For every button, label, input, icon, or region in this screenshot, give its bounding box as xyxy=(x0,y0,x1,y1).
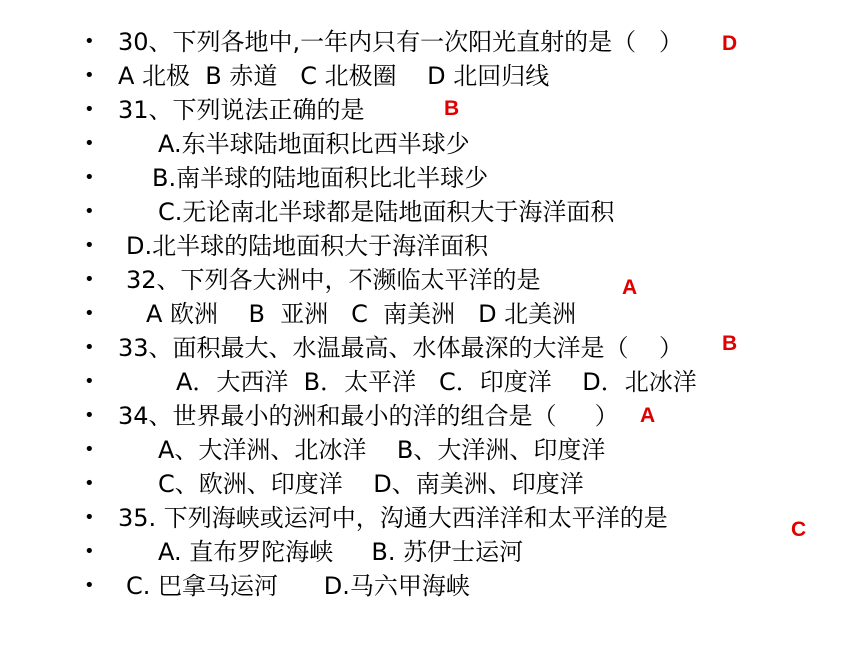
list-item xyxy=(0,535,860,569)
question-31-text: 31、下列说法正确的是 xyxy=(118,96,365,124)
answer-q30: D xyxy=(722,32,738,55)
bullet: • xyxy=(84,99,95,120)
list-item xyxy=(0,569,860,603)
list-item xyxy=(0,59,860,93)
bullet: • xyxy=(84,201,95,222)
list-item xyxy=(0,161,860,195)
answer-q31: B xyxy=(444,97,460,120)
bullet: • xyxy=(84,337,95,358)
question-35-text: 35. 下列海峡或运河中，沟通大西洋洋和太平洋的是 xyxy=(118,504,668,532)
question-35-options-cd: C. 巴拿马运河 D.马六甲海峡 xyxy=(126,572,470,600)
answer-q32: A xyxy=(622,276,638,299)
bullet: • xyxy=(84,439,95,460)
question-31-option-b: B.南半球的陆地面积比北半球少 xyxy=(152,164,489,192)
question-35-options-ab: A. 直布罗陀海峡 B. 苏伊士运河 xyxy=(158,538,524,566)
list-item xyxy=(0,229,860,263)
question-30-text: 30、下列各地中,一年内只有一次阳光直射的是（ ） xyxy=(118,28,684,56)
list-item xyxy=(0,365,860,399)
question-33-text: 33、面积最大、水温最高、水体最深的大洋是（ ） xyxy=(118,334,684,362)
list-item xyxy=(0,467,860,501)
list-item xyxy=(0,195,860,229)
bullet: • xyxy=(84,541,95,562)
bullet: • xyxy=(84,133,95,154)
bullet: • xyxy=(84,405,95,426)
list-item xyxy=(0,399,860,433)
bullet: • xyxy=(84,507,95,528)
list-item xyxy=(0,93,860,127)
question-31-option-d: D.北半球的陆地面积大于海洋面积 xyxy=(126,232,489,260)
question-33-options: A．大西洋 B．太平洋 C．印度洋 D．北冰洋 xyxy=(176,368,697,396)
question-30-options: A 北极 B 赤道 C 北极圈 D 北回归线 xyxy=(118,62,550,90)
question-31-option-a: A.东半球陆地面积比西半球少 xyxy=(158,130,470,158)
question-32-options: A 欧洲 B 亚洲 C 南美洲 D 北美洲 xyxy=(146,300,577,328)
bullet: • xyxy=(84,167,95,188)
question-34-options-ab: A、大洋洲、北冰洋 B、大洋洲、印度洋 xyxy=(158,436,606,464)
list-item xyxy=(0,501,860,535)
bullet: • xyxy=(84,575,95,596)
bullet: • xyxy=(84,65,95,86)
answer-q34: A xyxy=(640,404,656,427)
bullet: • xyxy=(84,269,95,290)
list-item xyxy=(0,433,860,467)
bullet: • xyxy=(84,473,95,494)
question-31-option-c: C.无论南北半球都是陆地面积大于海洋面积 xyxy=(158,198,615,226)
bullet: • xyxy=(84,31,95,52)
question-32-text: 32、下列各大洲中，不濒临太平洋的是 xyxy=(126,266,541,294)
list-item xyxy=(0,297,860,331)
question-34-text: 34、世界最小的洲和最小的洋的组合是（ ） xyxy=(118,402,619,430)
list-item xyxy=(0,263,860,297)
bullet: • xyxy=(84,303,95,324)
bullet: • xyxy=(84,235,95,256)
list-item xyxy=(0,127,860,161)
question-34-options-cd: C、欧洲、印度洋 D、南美洲、印度洋 xyxy=(158,470,584,498)
answer-q33: B xyxy=(722,332,738,355)
bullet: • xyxy=(84,371,95,392)
answer-q35: C xyxy=(791,518,807,541)
